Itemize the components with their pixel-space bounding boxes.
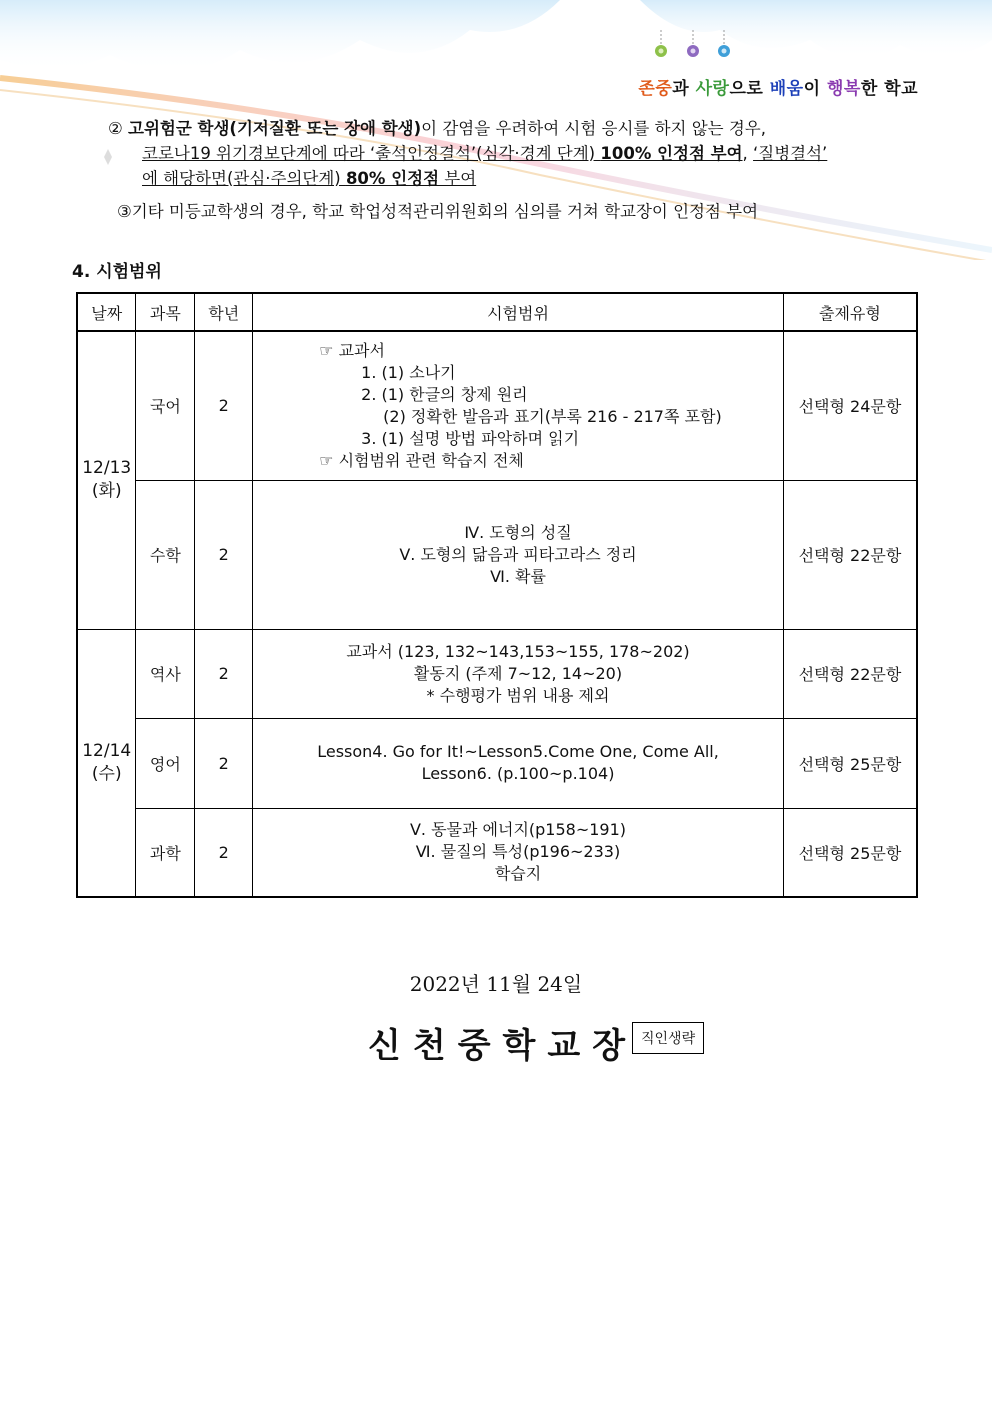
note-emphasis: 100% 인정점 부여 — [600, 144, 743, 163]
range-line: Ⅵ. 확률 — [490, 566, 546, 586]
date-cell-day1 — [77, 331, 136, 629]
slogan-part: 행복 — [826, 79, 861, 99]
range-line: ☞ 시험범위 관련 학습지 전체 — [319, 450, 524, 470]
slogan-part: 배움 — [769, 79, 804, 99]
grade-cell: 2 — [195, 808, 253, 897]
slogan-part: 이 — [803, 79, 827, 99]
note-item-3: ③기타 미등교학생의 경우, 학교 학업성적관리위원회의 심의를 거쳐 학교장이 인정점 부여 — [117, 202, 759, 221]
type-cell: 선택형 22문항 — [783, 629, 917, 718]
slogan-part: 존중 — [638, 79, 673, 99]
note-item-2-line-2 — [108, 141, 938, 166]
grade-cell: 2 — [195, 629, 253, 718]
date-value: 12/14 — [82, 740, 132, 761]
table-row — [77, 331, 917, 480]
slogan-part: 과 — [672, 79, 696, 99]
weekday-value: (화) — [91, 481, 122, 502]
seal-omitted-box: 직인생략 — [632, 1022, 704, 1054]
document-date: 2022년 11월 24일 — [409, 972, 583, 996]
grade-cell: 2 — [195, 331, 253, 480]
note-emphasis: 고위험군 학생(기저질환 또는 장애 학생) — [128, 119, 422, 138]
header-dots-decoration — [655, 30, 730, 57]
subject-cell: 국어 — [136, 331, 195, 480]
range-cell — [253, 718, 784, 808]
date-cell-day2 — [77, 629, 136, 897]
note-text: 부여 — [439, 169, 477, 188]
range-cell — [253, 808, 784, 897]
table-row — [77, 718, 917, 808]
range-line: 교과서 (123, 132~143,153~155, 178~202) — [346, 641, 690, 661]
header-grade: 학년 — [195, 293, 253, 331]
type-cell: 선택형 25문항 — [783, 808, 917, 897]
range-line: 1. (1) 소나기 — [361, 362, 456, 382]
exam-range-table — [76, 292, 918, 898]
grade-cell: 2 — [195, 480, 253, 629]
table-row — [77, 480, 917, 629]
type-cell: 선택형 24문항 — [783, 331, 917, 480]
note-item-2 — [108, 116, 938, 141]
range-line: 활동지 (주제 7~12, 14~20) — [413, 663, 623, 683]
header-range: 시험범위 — [253, 293, 784, 331]
weekday-value: (수) — [91, 763, 122, 784]
range-line: 2. (1) 한글의 창제 원리 — [361, 384, 528, 404]
range-line: (2) 정확한 발음과 표기(부록 216 - 217쪽 포함) — [383, 406, 722, 426]
note-text: ‘질병결석’ — [753, 144, 828, 163]
note-text: , — [742, 144, 754, 163]
range-line: Ⅴ. 도형의 닮음과 피타고라스 정리 — [399, 544, 637, 564]
section-title: 4. 시험범위 — [72, 262, 162, 282]
note-text: 에 해당하면(관심·주의단계) — [142, 169, 346, 188]
header-subject: 과목 — [136, 293, 195, 331]
range-line: * 수행평가 범위 내용 제외 — [426, 685, 610, 705]
range-line: Lesson4. Go for It!~Lesson5.Come One, Come All, — [317, 742, 719, 761]
table-header-row — [77, 293, 917, 331]
subject-cell: 수학 — [136, 480, 195, 629]
principal-signature: 신천중학교장 — [368, 1026, 638, 1066]
exam-notes — [108, 116, 938, 191]
note-marker: ② — [108, 119, 123, 138]
range-cell — [253, 629, 784, 718]
subject-cell: 과학 — [136, 808, 195, 897]
range-cell — [253, 331, 784, 480]
slogan-part: 사랑 — [695, 79, 730, 99]
subject-cell: 역사 — [136, 629, 195, 718]
range-line: Lesson6. (p.100~p.104) — [421, 764, 615, 783]
type-cell: 선택형 22문항 — [783, 480, 917, 629]
range-line: Ⅵ. 물질의 특성(p196~233) — [415, 842, 621, 862]
range-line: 학습지 — [494, 864, 542, 884]
school-slogan — [638, 74, 918, 99]
note-item-2-line-3 — [108, 166, 938, 191]
table-row — [77, 629, 917, 718]
header-date: 날짜 — [77, 293, 136, 331]
range-list — [253, 340, 722, 472]
slogan-part: 으로 — [729, 79, 770, 99]
range-cell — [253, 480, 784, 629]
note-emphasis: 80% 인정점 — [345, 169, 440, 188]
date-value: 12/13 — [82, 458, 132, 479]
type-cell: 선택형 25문항 — [783, 718, 917, 808]
subject-cell: 영어 — [136, 718, 195, 808]
table-row — [77, 808, 917, 897]
range-line: Ⅳ. 도형의 성질 — [464, 522, 572, 542]
range-line: 3. (1) 설명 방법 파악하며 읽기 — [361, 428, 580, 448]
range-line: ☞ 교과서 — [319, 340, 385, 360]
range-line: Ⅴ. 동물과 에너지(p158~191) — [409, 820, 627, 840]
note-text: 코로나19 위기경보단계에 따라 ‘출석인정결석’(심각·경계 단계) — [142, 144, 601, 163]
grade-cell: 2 — [195, 718, 253, 808]
note-text: 이 감염을 우려하여 시험 응시를 하지 않는 경우, — [421, 119, 766, 138]
slogan-part: 한 학교 — [860, 79, 918, 99]
header-type: 출제유형 — [783, 293, 917, 331]
